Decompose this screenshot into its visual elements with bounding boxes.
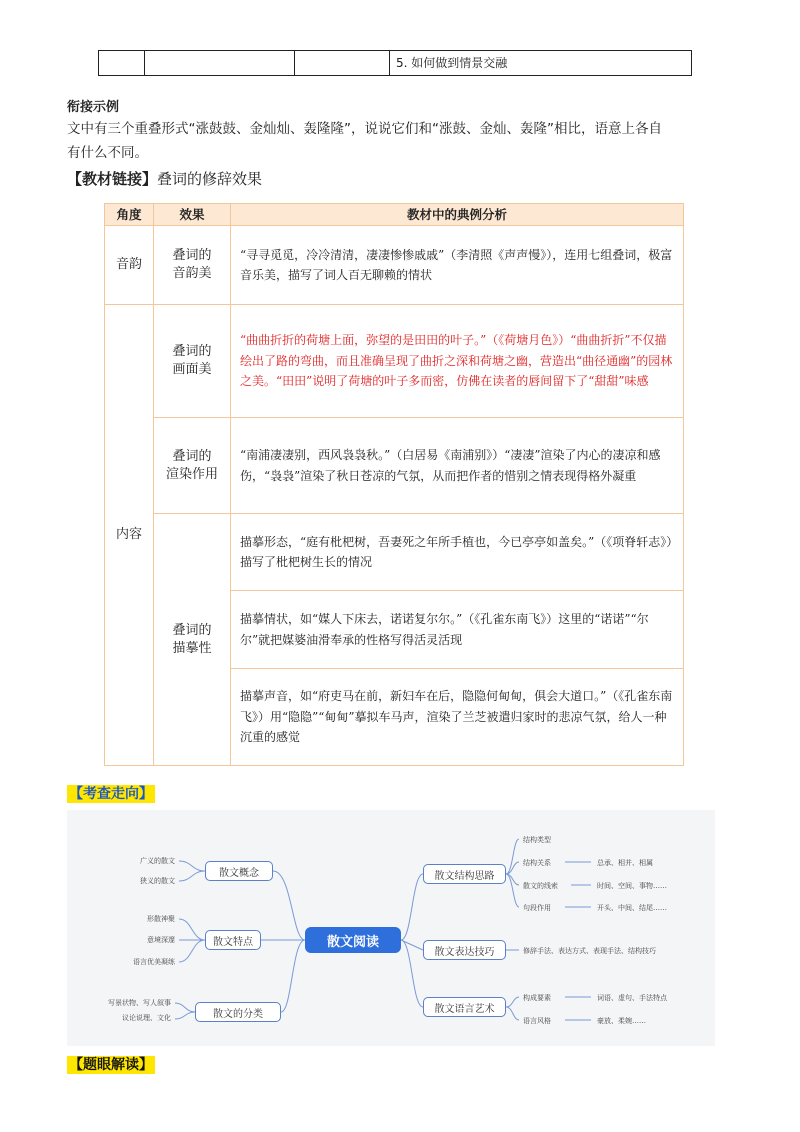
prev-table-fragment <box>98 50 692 76</box>
mindmap-detail: 词语、虚句、手法特点 <box>597 994 667 1002</box>
mindmap-sub: 结构关系 <box>523 859 551 867</box>
table-cell <box>145 51 295 75</box>
table-cell <box>99 51 145 75</box>
example-sound: “寻寻觅觅，冷冷清清，凄凄惨惨戚戚”（李清照《声声慢》），连用七组叠词，极富音乐美，描写了词人百无聊赖的情状 <box>231 226 683 305</box>
table-cell: 5. 如何做到情景交融 <box>396 56 508 70</box>
example-depict-voice: 描摹声音，如“府吏马在前，新妇车在后，隐隐何甸甸，俱会大道口。”（《孔雀东南飞》）用“隐隐”“甸甸”摹拟车马声，渲染了兰芝被遣归家时的悲凉气氛，给人一种沉重的感觉 <box>240 689 673 745</box>
rhetoric-table <box>104 203 684 766</box>
linking-heading: 衔接示例 <box>67 100 120 115</box>
angle-content: 内容 <box>105 305 154 765</box>
mindmap-sub: 结构类型 <box>523 836 551 844</box>
effect-picture: 叠词的 画面美 <box>154 305 231 418</box>
mindmap-detail: 豪放、柔婉…… <box>597 1017 646 1025</box>
mindmap-node-structure: 散文结构思路 <box>423 864 506 884</box>
mindmap-detail: 总承、相并、相属 <box>597 859 653 867</box>
mindmap-node-concept: 散文概念 <box>205 861 273 881</box>
header-effect: 效果 <box>154 204 231 226</box>
mindmap-node-language: 散文语言艺术 <box>423 997 506 1017</box>
mindmap-leaf: 写景状物、写人叙事 <box>108 999 171 1007</box>
example-depict-mood: 描摹情状，如“媒人下床去，诺诺复尔尔。”（《孔雀东南飞》）这里的“诺诺”“尔尔”就把媒婆油滑奉承的性格写得活灵活现 <box>231 591 683 669</box>
effect-depict: 叠词的 描摹性 <box>154 514 231 765</box>
header-angle: 角度 <box>105 204 154 226</box>
mindmap-leaf: 广义的散文 <box>140 857 175 865</box>
mindmap-sub: 构成要素 <box>523 994 551 1002</box>
example-picture: “曲曲折折的荷塘上面，弥望的是田田的叶子。”（《荷塘月色》）“曲曲折折”不仅描绘出了路的弯曲，而且准确呈现了曲折之深和荷塘之幽，营造出“曲径通幽”的园林之美。“田田”说明了荷塘的叶子多而密，仿佛在读者的唇间留下了“甜甜”味感 <box>231 305 683 418</box>
mindmap-leaf: 议论说理、文化 <box>122 1014 171 1022</box>
angle-sound: 音韵 <box>105 226 154 305</box>
mind-map <box>67 810 715 1046</box>
mindmap-sub: 散文的线索 <box>523 882 558 890</box>
section-title: 叠词的修辞效果 <box>157 170 263 188</box>
linking-line-2: 有什么不同。 <box>67 145 148 161</box>
mindmap-sub: 修辞手法、表达方式、表现手法、结构技巧 <box>523 947 656 955</box>
mindmap-node-features: 散文特点 <box>205 930 261 950</box>
exam-direction-heading: 【考查走向】 <box>69 786 153 802</box>
mindmap-sub: 语言风格 <box>523 1017 551 1025</box>
effect-sound: 叠词的 音韵美 <box>154 226 231 305</box>
effect-render: 叠词的 渲染作用 <box>154 418 231 514</box>
bracket-label: 【教材链接】 <box>67 170 158 188</box>
mindmap-detail: 开头、中间、结尾…… <box>597 904 667 912</box>
textbook-link-title <box>67 168 262 189</box>
example-render: “南浦凄凄别，西风袅袅秋。”（白居易《南浦别》）“凄凄”渲染了内心的凄凉和感伤，“袅袅”渲染了秋日苍凉的气氛，从而把作者的惜别之情表现得格外凝重 <box>231 418 683 514</box>
header-example: 教材中的典例分析 <box>231 204 683 226</box>
linking-line-1: 文中有三个重叠形式“涨鼓鼓、金灿灿、轰隆隆”，说说它们和“涨鼓、金灿、轰隆”相比，语意上各自 <box>67 121 662 137</box>
mindmap-leaf: 形散神聚 <box>147 915 175 923</box>
mindmap-leaf: 语言优美凝练 <box>133 958 175 966</box>
mindmap-node-techniques: 散文表达技巧 <box>423 940 506 960</box>
mindmap-leaf: 狭义的散文 <box>140 877 175 885</box>
mindmap-node-categories: 散文的分类 <box>195 1002 281 1022</box>
table-cell <box>295 51 390 75</box>
mindmap-root: 散文阅读 <box>305 927 401 953</box>
topic-reading-heading: 【题眼解读】 <box>69 1057 153 1073</box>
mindmap-detail: 时间、空间、事物…… <box>597 882 667 890</box>
example-depict-form: 描摹形态，“庭有枇杷树，吾妻死之年所手植也，今已亭亭如盖矣。”（《项脊轩志》）描写了枇杷树生长的情况 <box>231 514 683 591</box>
mindmap-leaf: 意境深邃 <box>147 936 175 944</box>
mindmap-sub: 句段作用 <box>523 904 551 912</box>
